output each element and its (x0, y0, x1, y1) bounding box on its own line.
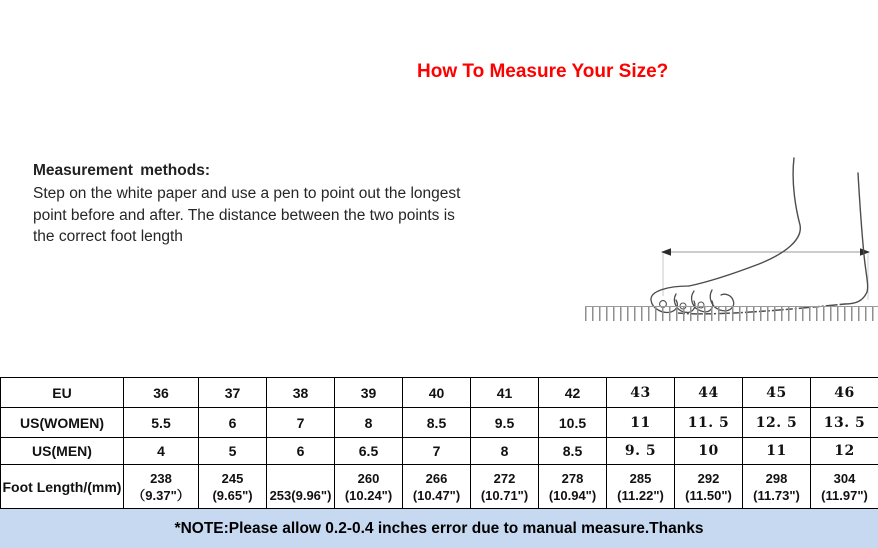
row-label-eu: EU (1, 378, 124, 408)
us-men-cell: 9. 5 (607, 438, 675, 465)
foot-length-inch: 253(9.96") (269, 487, 332, 503)
foot-length-mm: 266 (425, 470, 448, 486)
foot-length-cell (199, 465, 267, 509)
foot-length-inch: (10.47") (412, 487, 461, 503)
eu-cell: 40 (403, 378, 471, 408)
eu-cell: 37 (199, 378, 267, 408)
us-women-cell: 12. 5 (743, 408, 811, 438)
us-women-cell: 11 (607, 408, 675, 438)
foot-length-mm: 238 (150, 470, 172, 486)
measurement-line: point before and after. The distance between the two points is (33, 206, 455, 224)
size-table (0, 377, 878, 509)
table-row-us-women (1, 408, 878, 438)
foot-measurement-illustration (575, 128, 878, 328)
ruler-graphic (585, 306, 878, 321)
us-women-cell: 9.5 (471, 408, 539, 438)
eu-cell: 43 (607, 378, 675, 408)
us-men-cell: 11 (743, 438, 811, 465)
us-men-cell: 10 (675, 438, 743, 465)
foot-length-inch: （9.37"） (132, 487, 190, 503)
us-women-cell: 10.5 (539, 408, 607, 438)
foot-length-mm (267, 470, 334, 487)
foot-length-mm: 272 (493, 470, 516, 486)
eu-cell: 44 (675, 378, 743, 408)
eu-cell: 42 (539, 378, 607, 408)
foot-length-mm: 298 (765, 470, 788, 486)
foot-length-cell (539, 465, 607, 509)
page-title: How To Measure Your Size? (417, 61, 669, 82)
eu-cell: 39 (335, 378, 403, 408)
row-label-us-women: US(WOMEN) (1, 408, 124, 438)
us-men-cell: 4 (124, 438, 199, 465)
row-label-foot-length: Foot Length/(mm) (1, 465, 124, 509)
foot-length-mm: 304 (833, 470, 856, 486)
table-row-eu (1, 378, 878, 408)
eu-cell: 36 (124, 378, 199, 408)
us-women-cell: 6 (199, 408, 267, 438)
measurement-instructions (33, 162, 503, 248)
foot-length-mm: 260 (357, 470, 380, 486)
us-men-cell: 8 (471, 438, 539, 465)
us-women-cell: 5.5 (124, 408, 199, 438)
us-women-cell: 8.5 (403, 408, 471, 438)
row-label-us-men: US(MEN) (1, 438, 124, 465)
us-men-cell: 7 (403, 438, 471, 465)
foot-length-inch: (11.22") (617, 487, 664, 503)
foot-length-inch: (10.71") (480, 487, 529, 503)
foot-length-inch: (10.94") (548, 487, 597, 503)
note-bar (0, 508, 878, 548)
eu-cell: 41 (471, 378, 539, 408)
eu-cell: 38 (267, 378, 335, 408)
us-women-cell: 7 (267, 408, 335, 438)
us-women-cell: 11. 5 (675, 408, 743, 438)
foot-length-cell (335, 465, 403, 509)
foot-length-mm: 245 (221, 470, 244, 486)
eu-cell: 46 (811, 378, 878, 408)
measurement-line: Step on the white paper and use a pen to point out the longest (33, 185, 461, 202)
foot-length-cell (124, 465, 199, 509)
foot-length-inch: (11.73") (753, 487, 800, 503)
foot-length-cell (743, 465, 811, 509)
foot-length-cell (607, 465, 675, 509)
us-women-cell: 13. 5 (811, 408, 878, 438)
eu-cell: 45 (743, 378, 811, 408)
foot-length-mm: 292 (697, 470, 720, 486)
table-row-us-men (1, 438, 878, 465)
foot-length-inch: (9.65") (212, 487, 253, 503)
foot-length-mm: 285 (629, 470, 652, 486)
us-women-cell: 8 (335, 408, 403, 438)
us-men-cell: 12 (811, 438, 878, 465)
foot-length-cell (811, 465, 878, 509)
foot-length-inch: (11.97") (821, 487, 868, 503)
us-men-cell: 6 (267, 438, 335, 465)
foot-length-inch: (11.50") (685, 487, 732, 503)
foot-length-mm: 278 (561, 470, 584, 486)
table-row-foot-length (1, 465, 878, 509)
measurement-line: the correct foot length (33, 228, 183, 245)
note-text: *NOTE:Please allow 0.2-0.4 inches error due to manual measure.Thanks (174, 519, 704, 537)
foot-length-cell (471, 465, 539, 509)
foot-length-cell (403, 465, 471, 509)
measurement-heading: Measurement methods: (33, 162, 210, 179)
foot-length-cell (267, 465, 335, 509)
us-men-cell: 8.5 (539, 438, 607, 465)
foot-length-inch: (10.24") (344, 487, 393, 503)
us-men-cell: 5 (199, 438, 267, 465)
us-men-cell: 6.5 (335, 438, 403, 465)
foot-length-cell (675, 465, 743, 509)
